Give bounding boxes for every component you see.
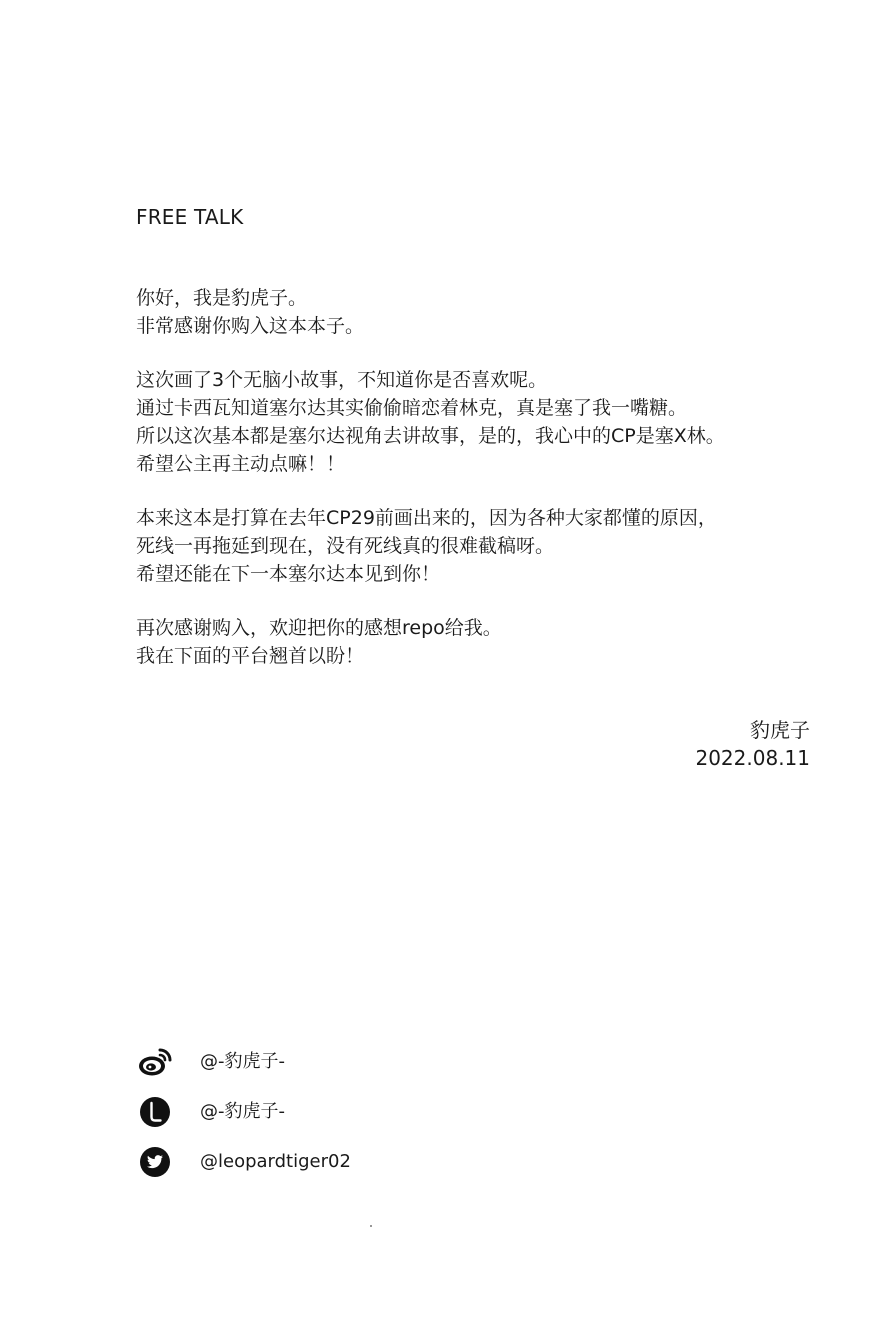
social-row-weibo[interactable] [138,1044,351,1080]
social-row-twitter[interactable] [138,1144,351,1180]
twitter-handle: @leopardtiger02 [200,1151,351,1172]
social-row-lofter[interactable] [138,1094,351,1130]
weibo-icon [138,1045,172,1079]
paragraph-greeting [136,284,836,340]
text-line: 所以这次基本都是塞尔达视角去讲故事，是的，我心中的CP是塞X林。 [136,425,725,447]
page-title: FREE TALK [136,205,244,229]
signature-block [695,716,810,772]
text-line: 希望公主再主动点嘛！！ [136,453,346,475]
text-line: 再次感谢购入，欢迎把你的感想repo给我。 [136,617,502,639]
text-line: 你好，我是豹虎子。 [136,287,308,309]
paragraph-deadline [136,504,836,588]
text-line: 希望还能在下一本塞尔达本见到你！ [136,563,441,585]
twitter-icon [138,1145,172,1179]
signature-date: 2022.08.11 [695,746,810,770]
lofter-handle: @-豹虎子- [200,1101,285,1122]
lofter-icon [138,1095,172,1129]
text-line: 通过卡西瓦知道塞尔达其实偷偷暗恋着林克，真是塞了我一嘴糖。 [136,397,688,419]
message-body [136,284,836,696]
text-line: 死线一再拖延到现在，没有死线真的很难截稿呀。 [136,535,555,557]
author-name: 豹虎子 [750,718,810,742]
weibo-handle: @-豹虎子- [200,1051,285,1072]
text-line: 非常感谢你购入这本本子。 [136,315,365,337]
text-line: 我在下面的平台翘首以盼！ [136,645,365,667]
text-line: 这次画了3个无脑小故事，不知道你是否喜欢呢。 [136,369,548,391]
speck-mark [370,1225,372,1227]
social-links [138,1044,351,1194]
paragraph-thanks [136,614,836,670]
paragraph-stories [136,366,836,478]
text-line: 本来这本是打算在去年CP29前画出来的，因为各种大家都懂的原因， [136,507,717,529]
